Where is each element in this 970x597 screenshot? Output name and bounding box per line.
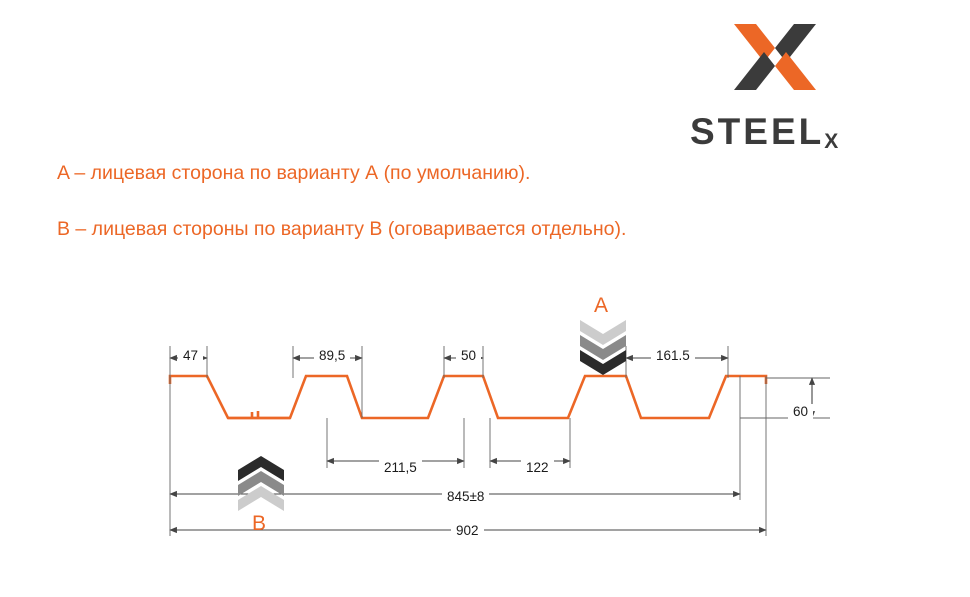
legend-line-b: В – лицевая стороны по варианту В (оговаривается отдельно). [57, 218, 627, 240]
dimension-label-211-5: 211,5 [379, 460, 422, 475]
dimension-label-60: 60 [788, 404, 813, 419]
dimension-label-122: 122 [521, 460, 554, 475]
logo-word-text: STEEL [690, 111, 825, 152]
dimension-label-161-5: 161.5 [651, 348, 695, 363]
dimension-label-47: 47 [178, 348, 203, 363]
dimension-label-50: 50 [456, 348, 481, 363]
profile-outline [170, 376, 766, 418]
steelx-logo [690, 18, 880, 153]
dimension-label-89-5: 89,5 [314, 348, 350, 363]
chevron-up-icon [236, 455, 286, 513]
dimension-label-902: 902 [451, 523, 484, 538]
profile-drawing [0, 268, 970, 568]
steelx-x-mark-icon [730, 18, 820, 96]
steelx-wordmark [690, 111, 880, 153]
chevron-down-icon [578, 318, 628, 376]
legend-line-a: A – лицевая сторона по варианту А (по умолчанию). [57, 162, 531, 184]
dimension-label-845: 845±8 [442, 489, 489, 504]
marker-b-label: B [252, 512, 267, 535]
marker-a-label: A [594, 294, 609, 317]
logo-superscript: X [824, 130, 839, 153]
